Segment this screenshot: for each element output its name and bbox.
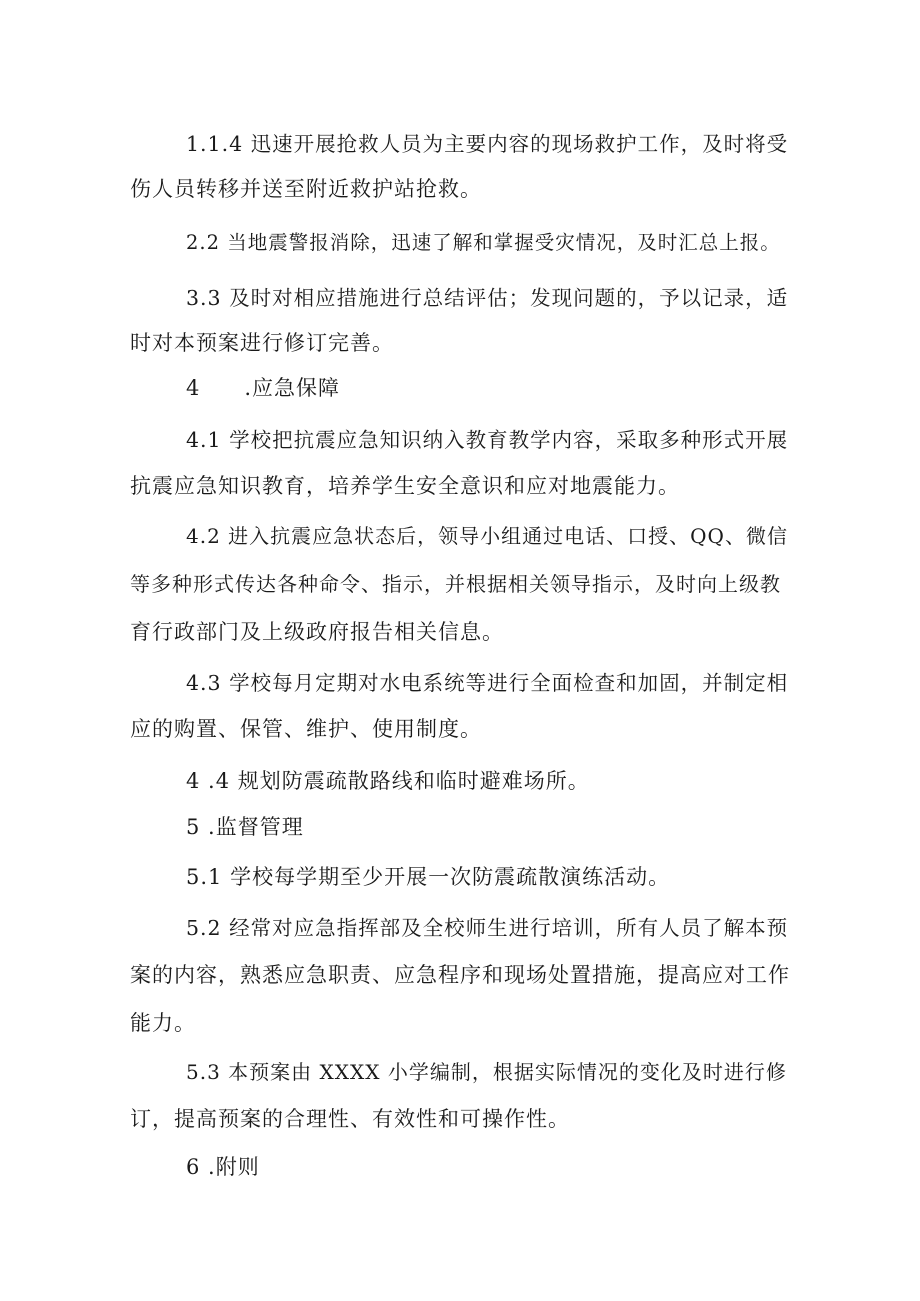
para-4-2-line-2: 等多种形式传达各种命令、指示，并根据相关领导指示，及时向上级教: [130, 572, 781, 596]
para-5-2-line-2: 案的内容，熟悉应急职责、应急程序和现场处置措施，提高应对工作: [130, 963, 790, 987]
para-5-2-line-1: 5.2 经常对应急指挥部及全校师生进行培训，所有人员了解本预: [186, 916, 789, 940]
para-5-2-line-3: 能力。: [130, 1011, 196, 1035]
para-1-1-4-line-1: 1.1.4 迅速开展抢救人员为主要内容的现场救护工作，及时将受: [186, 132, 789, 156]
para-4-2-line-1: 4.2 进入抗震应急状态后，领导小组通过电话、口授、QQ、微信: [186, 524, 788, 548]
section-4-heading: 4 .应急保障: [186, 376, 341, 400]
para-3-3-line-2: 时对本预案进行修订完善。: [130, 331, 394, 355]
para-3-3-line-1: 3.3 及时对相应措施进行总结评估；发现问题的，予以记录，适: [186, 286, 789, 310]
section-5-heading: 5 .监督管理: [186, 815, 304, 839]
para-4-1-line-1: 4.1 学校把抗震应急知识纳入教育教学内容，采取多种形式开展: [186, 428, 789, 452]
para-1-1-4-line-2: 伤人员转移并送至附近救护站抢救。: [130, 177, 482, 201]
section-6-heading: 6 .附则: [186, 1155, 260, 1179]
para-4-1-line-2: 抗震应急知识教育，培养学生安全意识和应对地震能力。: [130, 474, 680, 498]
para-4-3-line-2: 应的购置、保管、维护、使用制度。: [130, 717, 482, 741]
para-5-3-line-2: 订，提高预案的合理性、有效性和可操作性。: [130, 1107, 570, 1131]
para-4-3-line-1: 4.3 学校每月定期对水电系统等进行全面检查和加固，并制定相: [186, 671, 789, 695]
para-4-2-line-3: 育行政部门及上级政府报告相关信息。: [130, 620, 504, 644]
para-5-1: 5.1 学校每学期至少开展一次防震疏散演练活动。: [186, 865, 671, 889]
para-4-4: 4 .4 规划防震疏散路线和临时避难场所。: [186, 769, 590, 793]
para-5-3-line-1: 5.3 本预案由 XXXX 小学编制，根据实际情况的变化及时进行修: [186, 1060, 787, 1084]
para-2-2: 2.2 当地震警报消除，迅速了解和掌握受灾情况，及时汇总上报。: [186, 231, 781, 254]
